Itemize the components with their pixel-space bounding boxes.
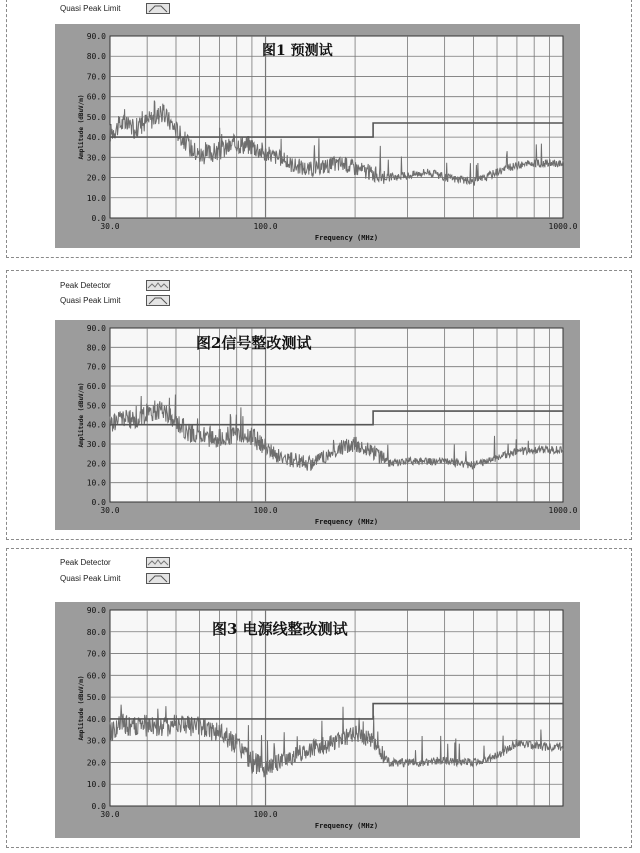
chart-title-3: 图3 电源线整改测试 [212, 620, 348, 638]
chart-title-2: 图2信号整改测试 [196, 334, 312, 352]
legend-label: Quasi Peak Limit [60, 573, 121, 583]
legend-label: Quasi Peak Limit [60, 3, 121, 13]
y-tick-label: 70.0 [86, 72, 106, 82]
y-tick-label: 70.0 [86, 362, 106, 372]
legend-label: Peak Detector [60, 280, 111, 290]
x-axis-label: Frequency (MHz) [314, 822, 379, 830]
x-tick-label: 1000.0 [548, 222, 578, 231]
y-tick-label: 50.0 [86, 693, 106, 703]
y-tick-label: 10.0 [86, 478, 106, 488]
y-tick-label: 30.0 [86, 153, 106, 163]
y-tick-label: 80.0 [86, 627, 106, 637]
y-tick-label: 70.0 [86, 649, 106, 659]
y-tick-label: 30.0 [86, 736, 106, 746]
x-axis-label: Frequency (MHz) [314, 518, 379, 526]
y-tick-label: 90.0 [86, 32, 106, 41]
x-tick-label: 30.0 [100, 506, 120, 515]
y-tick-label: 80.0 [86, 52, 106, 62]
y-axis-label: Amplitude (dBuV/m) [78, 94, 85, 160]
x-axis-label: Frequency (MHz) [314, 234, 379, 242]
y-tick-label: 50.0 [86, 401, 106, 411]
y-tick-label: 60.0 [86, 382, 106, 391]
y-tick-label: 0.0 [91, 802, 106, 811]
y-tick-label: 50.0 [86, 112, 106, 122]
y-tick-label: 20.0 [86, 459, 106, 469]
y-tick-label: 90.0 [86, 606, 106, 615]
y-axis-label: Amplitude (dBuV/m) [78, 675, 85, 741]
y-tick-label: 20.0 [86, 173, 106, 183]
y-tick-label: 0.0 [91, 214, 106, 223]
y-tick-label: 40.0 [86, 133, 106, 143]
y-axis-label: Amplitude (dBuV/m) [78, 382, 85, 448]
y-tick-label: 40.0 [86, 714, 106, 724]
chart-title-1: 图1 预测试 [262, 43, 333, 59]
y-tick-label: 60.0 [86, 671, 106, 681]
y-tick-label: 90.0 [86, 324, 106, 333]
legend-label: Peak Detector [60, 557, 111, 567]
y-tick-label: 40.0 [86, 420, 106, 430]
y-tick-label: 0.0 [91, 498, 106, 507]
x-tick-label: 1000.0 [548, 506, 578, 515]
legend-label: Quasi Peak Limit [60, 295, 121, 305]
x-tick-label: 30.0 [100, 222, 120, 231]
x-tick-label: 100.0 [253, 506, 278, 515]
x-tick-label: 100.0 [253, 810, 278, 819]
x-tick-label: 100.0 [253, 222, 278, 231]
y-tick-label: 80.0 [86, 343, 106, 353]
y-tick-label: 20.0 [86, 758, 106, 768]
y-tick-label: 60.0 [86, 92, 106, 102]
y-tick-label: 30.0 [86, 440, 106, 449]
y-tick-label: 10.0 [86, 193, 106, 203]
y-tick-label: 10.0 [86, 780, 106, 790]
x-tick-label: 30.0 [100, 810, 120, 819]
plot-area [110, 610, 563, 806]
